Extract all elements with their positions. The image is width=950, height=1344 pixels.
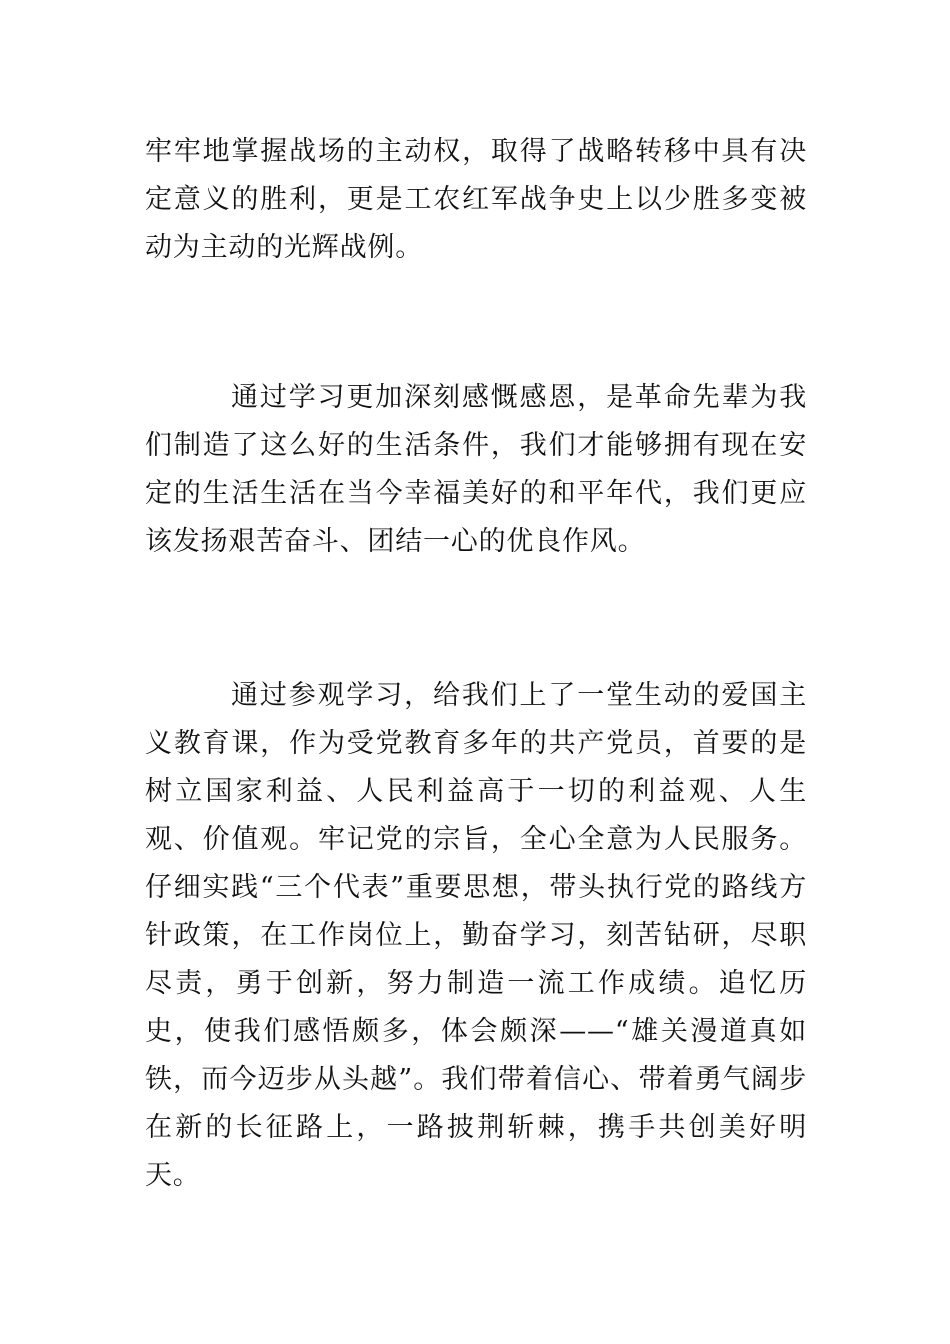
paragraph-gratitude: 通过学习更加深刻感慨感恩，是革命先辈为我们制造了这么好的生活条件，我们才能够拥有现在安定的生活生活在当今幸福美好的和平年代，我们更应该发扬艰苦奋斗、团结一心的优良作风。 xyxy=(145,382,807,557)
paragraph-continuation: 牢牢地掌握战场的主动权，取得了战略转移中具有决定意义的胜利，更是工农红军战争史上以少胜多变被动为主动的光辉战例。 xyxy=(145,136,807,263)
paragraph-patriotic-education: 通过参观学习，给我们上了一堂生动的爱国主义教育课，作为受党教育多年的共产党员，首要的是树立国家利益、人民利益高于一切的利益观、人生观、价值观。牢记党的宗旨，全心全意为人民服务。仔细实践“三个代表”重要思想，带头执行党的路线方针政策，在工作岗位上，勤奋学习，刻苦钻研，尽职尽责，勇于创新，努力制造一流工作成绩。追忆历史，使我们感悟颇多，体会颇深——“雄关漫道真如铁，而今迈步从头越”。我们带着信心、带着勇气阔步在新的长征路上，一路披荆斩棘，携手共创美好明天。 xyxy=(145,680,807,1191)
